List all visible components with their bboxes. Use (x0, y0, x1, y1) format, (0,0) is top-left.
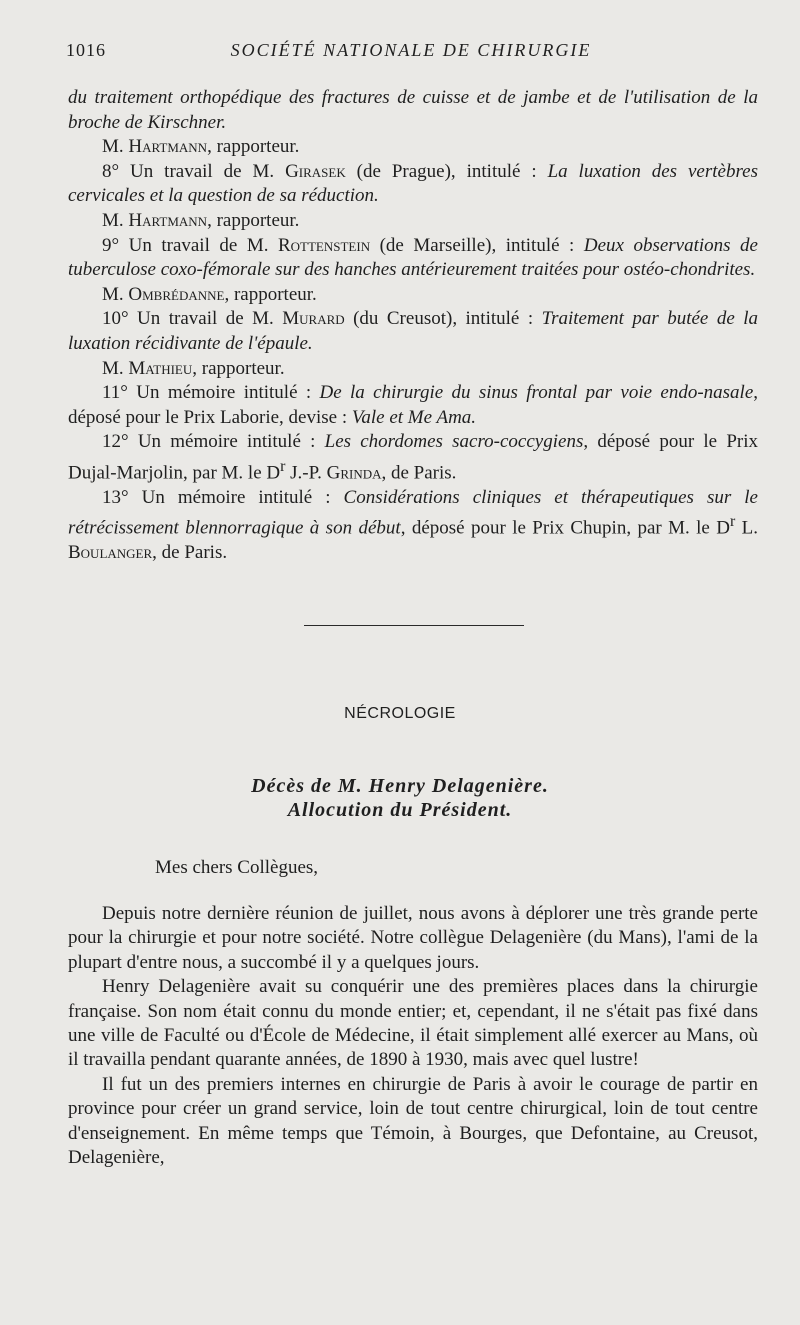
author-girasek: Girasek (285, 160, 346, 182)
page-number: 1016 (66, 40, 106, 60)
item-10-title: Traitement par butée de la luxation récidivante de l'épaule. (68, 308, 758, 354)
article-title-line-1: Décès de M. Henry Delagenière. (251, 775, 549, 797)
item-9-title: Deux observations de tuberculose coxo-fémorale sur des hanches antérieurement traitées pour ostéo-chondrites. (68, 234, 758, 281)
item-13-title: Considérations cliniques et thérapeutiques sur le rétrécissement blennorragique à son début (68, 486, 758, 539)
item-12-title: Les chordomes sacro-coccygiens (324, 431, 584, 453)
article-title (0, 774, 800, 822)
section-title: NÉCROLOGIE (344, 705, 456, 722)
reporter-line-1: M. Hartmann, rapporteur. (102, 136, 300, 158)
eulogy-paragraph-2: Henry Delagenière avait su conquérir une des premières places dans la chirurgie française. Son nom était connu du monde entier; et, cependant, il ne s'était pas fixé dans une ville de Faculté ou d'École de Médecine, il était simplement allé exercer au Mans, où il travailla pendant quarante années, de 1890 à 1930, mais avec quel lustre! (68, 976, 758, 1071)
item-11-motto: Vale et Me Ama. (351, 406, 477, 428)
salutation: Mes chers Collègues, (155, 857, 319, 878)
agenda-list (68, 86, 758, 566)
item-8-title: La luxation des vertèbres cervicales et la question de sa réduction. (68, 160, 758, 207)
section-divider (304, 625, 524, 626)
eulogy-paragraph-3: Il fut un des premiers internes en chirurgie de Paris à avoir le courage de partir en province pour créer un grand service, loin de tout centre chirurgical, loin de tout centre d'enseignement. En même temps que Témoin, à Bourges, que Defontaine, au Creusot, Delagenière, (68, 1073, 758, 1169)
eulogy-text (68, 902, 758, 1170)
agenda-item-13: 13° Un mémoire intitulé : Considérations cliniques et thérapeutiques sur le rétrécissement blennorragique à son début, déposé pour le Prix Chupin, par M. le $D^r$ L. Boulanger, de Paris. (68, 486, 758, 564)
reporter-line-3: M. Ombrédanne, rapporteur. (102, 283, 317, 305)
journal-title: SOCIÉTÉ NATIONALE DE CHIRURGIE (230, 40, 592, 60)
running-head (66, 40, 756, 68)
author-rottenstein: Rottenstein (277, 234, 371, 256)
author-grinda: Grinda (326, 462, 382, 484)
reporter-name-2: Hartmann (128, 209, 208, 231)
agenda-item-12: 12° Un mémoire intitulé : Les chordomes sacro-coccygiens, déposé pour le Prix Dujal-Marjolin, par M. le $D^r$ J.-P. Grinda, de Paris. (68, 431, 758, 484)
author-boulanger: Boulanger (68, 542, 153, 564)
reporter-line-2: M. Hartmann, rapporteur. (102, 209, 300, 231)
reporter-name-3: Ombrédanne (128, 283, 225, 305)
agenda-item-8: 8° Un travail de M. Girasek (de Prague), intitulé : La luxation des vertèbres cervicales et la question de sa réduction. (68, 160, 758, 207)
agenda-item-9: 9° Un travail de M. Rottenstein (de Marseille), intitulé : Deux observations de tuberculose coxo-fémorale sur des hanches antérieurement traitées pour ostéo-chondrites. (68, 234, 758, 281)
agenda-item-11: 11° Un mémoire intitulé : De la chirurgie du sinus frontal par voie endo-nasale, déposé pour le Prix Laborie, devise : Vale et Me Ama. (68, 382, 759, 428)
author-murard: Murard (282, 308, 345, 330)
article-title-line-2: Allocution du Président. (287, 799, 513, 821)
item-11-title: De la chirurgie du sinus frontal par voie endo-nasale (319, 382, 754, 404)
reporter-name-1: Hartmann (128, 136, 208, 158)
agenda-item-10: 10° Un travail de M. Murard (du Creusot), intitulé : Traitement par butée de la luxation récidivante de l'épaule. (68, 308, 758, 354)
reporter-line-4: M. Mathieu, rapporteur. (102, 357, 285, 379)
eulogy-paragraph-1: Depuis notre dernière réunion de juillet, nous avons à déplorer une très grande perte pour la chirurgie et pour notre société. Notre collègue Delagenière (du Mans), l'ami de la plupart d'entre nous, a succombé il y a quelques jours. (68, 903, 758, 973)
reporter-name-4: Mathieu (128, 357, 193, 379)
continued-item-title: du traitement orthopédique des fractures de cuisse et de jambe et de l'utilisation de la broche de Kirschner. (68, 87, 758, 133)
